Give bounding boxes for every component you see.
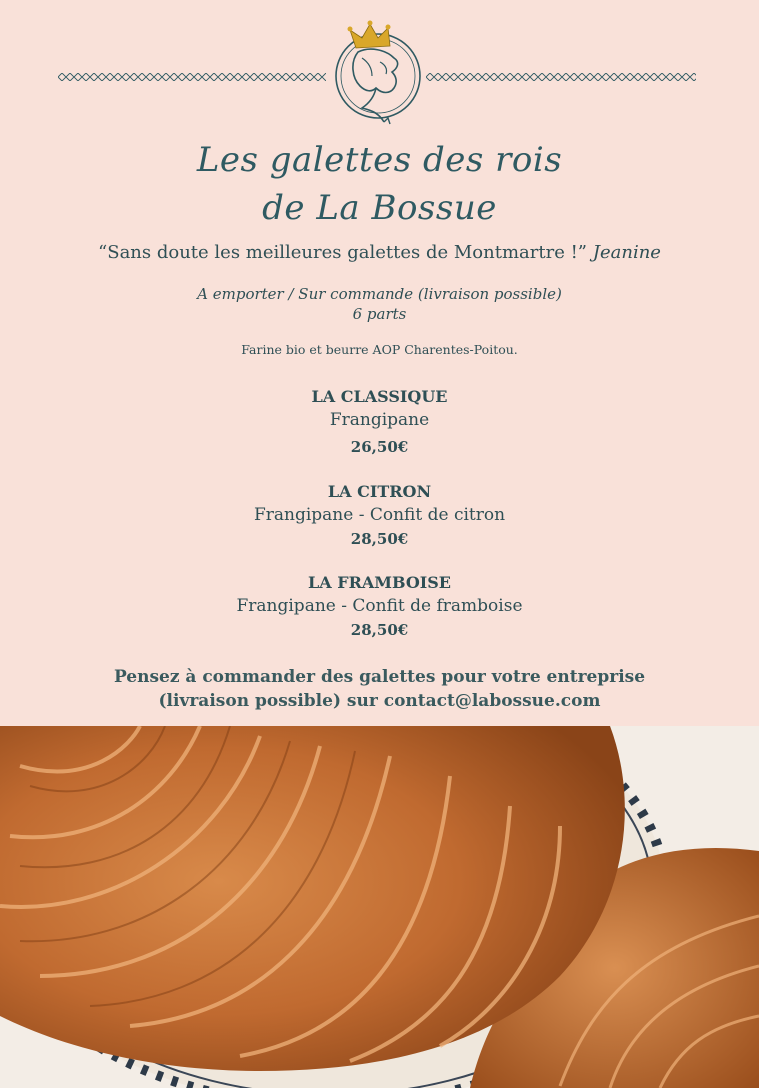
quote-author: Jeanine [592,242,661,263]
footer-note-line1: Pensez à commander des galettes pour votre entreprise [113,667,646,687]
menu-item-description: Frangipane - Confit de framboise [236,596,523,616]
header [0,0,759,130]
ingredients-info: Farine bio et beurre AOP Charentes-Poitou. [241,342,518,357]
menu-item-price: 28,50€ [350,530,409,548]
menu-item-description: Frangipane [329,410,430,430]
decorative-rule-icon [426,73,696,81]
decorative-rule-icon [58,73,326,81]
page-title-line1: Les galettes des rois [196,140,563,180]
menu-item-name: LA FRAMBOISE [307,573,451,592]
menu-item-price: 26,50€ [350,438,409,456]
quote-text: “Sans doute les meilleures galettes de Montmartre !” [98,242,588,263]
parts-info: 6 parts [352,305,407,323]
menu-item-price: 28,50€ [350,621,409,639]
menu-item-description: Frangipane - Confit de citron [253,505,506,525]
menu-item-name: LA CLASSIQUE [311,387,448,406]
galette-photo [0,726,759,1088]
footer-note-line2: (livraison possible) sur contact@labossue.com [158,691,601,711]
crown-logo-icon [328,18,428,130]
page-title-line2: de La Bossue [262,188,497,228]
quote [0,242,759,263]
order-info: A emporter / Sur commande (livraison possible) [197,285,562,303]
menu-item-name: LA CITRON [327,482,432,501]
